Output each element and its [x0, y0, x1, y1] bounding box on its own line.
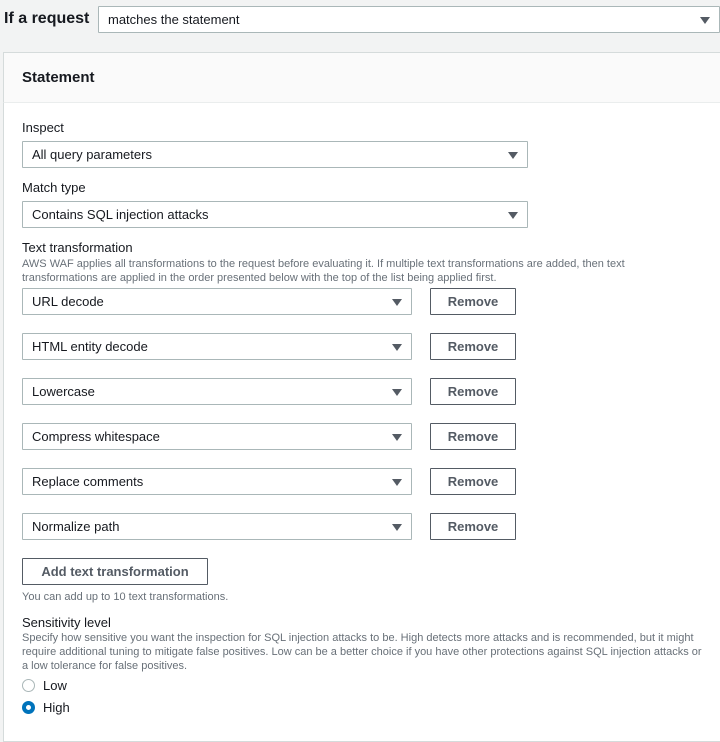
- chevron-down-icon: [392, 389, 402, 396]
- remove-transformation-button[interactable]: Remove: [430, 468, 516, 495]
- transformation-value: Compress whitespace: [32, 428, 160, 444]
- inspect-value: All query parameters: [32, 146, 152, 162]
- sensitivity-level-description: Specify how sensitive you want the inspection for SQL injection attacks to be. High detects more attacks and is recommended, but it might require additional tuning to mitigate false positives. Low can be a better choice if you have other protections against SQL injection attacks or a low tolerance for false positives.: [22, 632, 702, 672]
- request-condition-select[interactable]: [98, 6, 720, 33]
- chevron-down-icon: [392, 299, 402, 306]
- remove-transformation-button[interactable]: Remove: [430, 513, 516, 540]
- transformation-select[interactable]: [22, 423, 412, 450]
- statement-title: Statement: [22, 69, 95, 86]
- chevron-down-icon: [392, 479, 402, 486]
- sensitivity-option-high[interactable]: [22, 700, 70, 715]
- inspect-select[interactable]: [22, 141, 528, 168]
- sensitivity-level-label: Sensitivity level: [22, 615, 111, 630]
- text-transformation-hint: You can add up to 10 text transformations.: [22, 591, 229, 603]
- add-text-transformation-button[interactable]: Add text transformation: [22, 558, 208, 585]
- transformation-value: Normalize path: [32, 518, 120, 534]
- radio-unchecked-icon[interactable]: [22, 679, 35, 692]
- remove-transformation-button[interactable]: Remove: [430, 288, 516, 315]
- remove-transformation-button[interactable]: Remove: [430, 423, 516, 450]
- inspect-label: Inspect: [22, 120, 64, 135]
- chevron-down-icon: [392, 434, 402, 441]
- match-type-select[interactable]: [22, 201, 528, 228]
- transformation-value: Lowercase: [32, 383, 95, 399]
- transformation-select[interactable]: [22, 288, 412, 315]
- chevron-down-icon: [700, 17, 710, 24]
- transformation-select[interactable]: [22, 468, 412, 495]
- chevron-down-icon: [392, 344, 402, 351]
- chevron-down-icon: [392, 524, 402, 531]
- match-type-label: Match type: [22, 180, 86, 195]
- transformation-value: HTML entity decode: [32, 338, 148, 354]
- chevron-down-icon: [508, 212, 518, 219]
- text-transformation-description: AWS WAF applies all transformations to the request before evaluating it. If multiple text transformations are added, then text transformations are applied in the order presented below with the top of the list being applied first.: [22, 258, 625, 284]
- transformation-value: Replace comments: [32, 473, 144, 489]
- statement-panel-header: [3, 52, 720, 103]
- sensitivity-option-low[interactable]: [22, 678, 67, 693]
- transformation-select[interactable]: [22, 333, 412, 360]
- sensitivity-option-label: High: [43, 700, 70, 715]
- remove-transformation-button[interactable]: Remove: [430, 378, 516, 405]
- remove-transformation-button[interactable]: Remove: [430, 333, 516, 360]
- if-request-label: If a request: [4, 10, 90, 27]
- sensitivity-option-label: Low: [43, 678, 67, 693]
- transformation-value: URL decode: [32, 293, 104, 309]
- transformation-select[interactable]: [22, 513, 412, 540]
- transformation-select[interactable]: [22, 378, 412, 405]
- text-transformation-label: Text transformation: [22, 240, 133, 255]
- chevron-down-icon: [508, 152, 518, 159]
- match-type-value: Contains SQL injection attacks: [32, 206, 209, 222]
- request-condition-value: matches the statement: [108, 11, 240, 27]
- radio-checked-icon[interactable]: [22, 701, 35, 714]
